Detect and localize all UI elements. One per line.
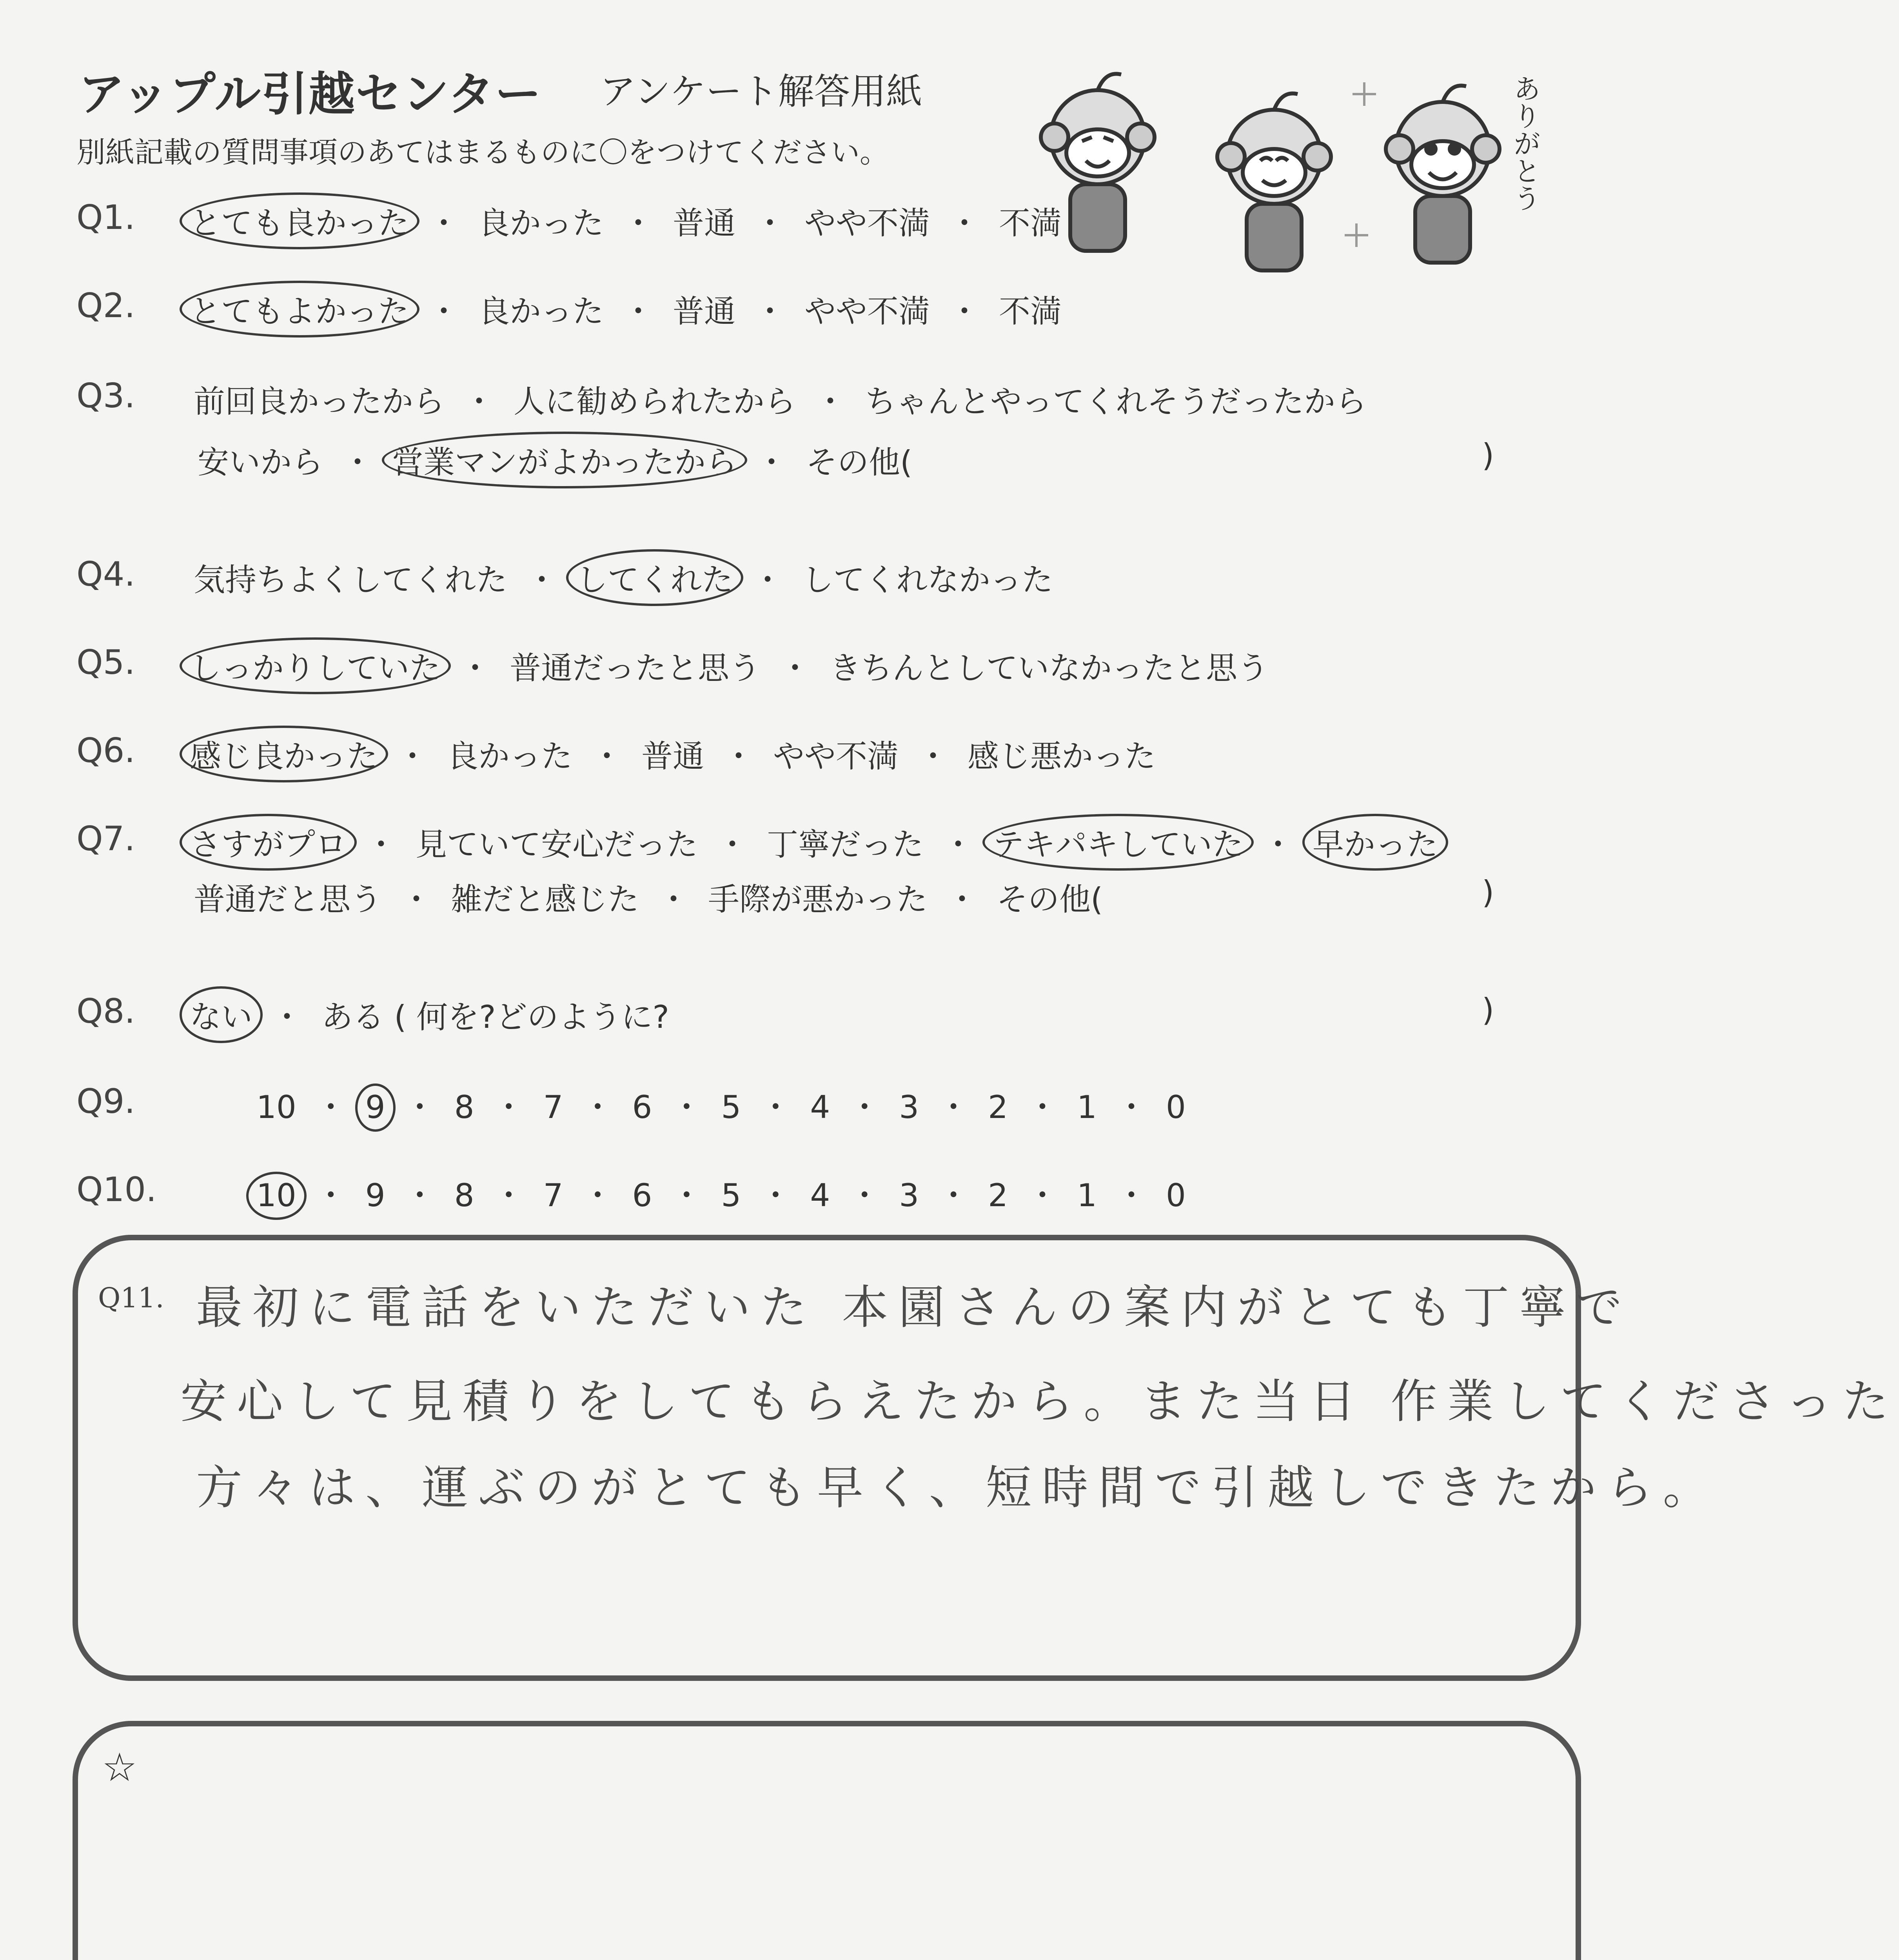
q7-options-line1: さすがプロ ・ 見ていて安心だった ・ 丁寧だった ・ テキパキしていた ・ 早かった <box>184 819 1443 864</box>
q2-options: とてもよかった ・ 良かった ・ 普通 ・ やや不満 ・ 不満 <box>184 286 1067 331</box>
q9-score-0[interactable]: 0 <box>1166 1089 1186 1125</box>
q8-option-2[interactable]: ある ( 何を?どのように? <box>321 999 669 1035</box>
q10-score-3[interactable]: 3 <box>899 1177 919 1214</box>
q7-option-6[interactable]: 普通だと思う <box>194 881 382 918</box>
q2-option-5[interactable]: 不満 <box>999 293 1062 330</box>
q9-score-7[interactable]: 7 <box>543 1089 563 1125</box>
q5-option-3[interactable]: きちんとしていなかったと思う <box>830 650 1269 686</box>
q3-options-line2: 安いから ・ 営業マンがよかったから ・ その他( <box>192 437 918 482</box>
q10-score-2[interactable]: 2 <box>988 1177 1008 1214</box>
q4-options: 気持ちよくしてくれた ・ してくれた ・ してくれなかった <box>188 555 1058 600</box>
form-subtitle: アンケート解答用紙 <box>600 71 922 113</box>
q11-line-2: 安心して見積りをしてもらえたから。また当日 作業してくださった <box>180 1374 1899 1428</box>
q10-score-9[interactable]: 9 <box>365 1177 385 1214</box>
q5-option-2[interactable]: 普通だったと思う <box>510 650 761 686</box>
form-instruction: 別紙記載の質問事項のあてはまるものに〇をつけてください。 <box>76 136 889 169</box>
q10-score-5[interactable]: 5 <box>721 1177 741 1214</box>
sparkle-icon <box>1345 82 1376 247</box>
q10-score-1[interactable]: 1 <box>1077 1177 1097 1214</box>
q2-label: Q2. <box>76 286 135 325</box>
q4-option-3[interactable]: してくれなかった <box>802 562 1053 598</box>
q8-label: Q8. <box>76 992 135 1031</box>
q1-option-4[interactable]: やや不満 <box>804 205 930 241</box>
q10-scale: 10 ・ 9 ・ 8 ・ 7 ・ 6 ・ 5 ・ 4 ・ 3 ・ 2 ・ 1 ・ 0 <box>251 1170 1191 1215</box>
q7-option-4[interactable]: テキパキしていた <box>987 819 1249 864</box>
q1-option-5[interactable]: 不満 <box>999 205 1062 241</box>
q6-option-5[interactable]: 感じ悪かった <box>968 738 1156 775</box>
q3-label: Q3. <box>76 376 135 416</box>
q7-option-7[interactable]: 雑だと感じた <box>451 881 639 918</box>
q9-score-6[interactable]: 6 <box>632 1089 652 1125</box>
q6-option-2[interactable]: 良かった <box>447 738 572 775</box>
form-title: アップル引越センター <box>78 67 542 121</box>
q4-option-1[interactable]: 気持ちよくしてくれた <box>194 562 507 598</box>
q3-option-3[interactable]: ちゃんとやってくれそうだったから <box>865 383 1367 420</box>
q2-option-2[interactable]: 良かった <box>478 293 604 330</box>
q8-close-paren: ) <box>1482 992 1494 1028</box>
q7-option-other[interactable]: その他( <box>997 881 1103 918</box>
q9-score-2[interactable]: 2 <box>988 1089 1008 1125</box>
q9-score-9[interactable]: 9 <box>360 1089 391 1125</box>
q2-option-4[interactable]: やや不満 <box>804 293 930 330</box>
q3-option-2[interactable]: 人に勧められたから <box>514 383 796 420</box>
q9-label: Q9. <box>76 1082 135 1121</box>
q2-option-3[interactable]: 普通 <box>673 293 735 330</box>
q10-score-6[interactable]: 6 <box>632 1177 652 1214</box>
star-icon: ☆ <box>102 1744 137 1790</box>
q3-option-5[interactable]: 営業マンがよかったから <box>387 437 743 482</box>
q3-close-paren: ) <box>1482 437 1494 474</box>
q6-option-3[interactable]: 普通 <box>641 738 704 775</box>
q7-option-8[interactable]: 手際が悪かった <box>708 881 928 918</box>
q5-label: Q5. <box>76 643 135 682</box>
q7-option-1[interactable]: さすがプロ <box>184 819 352 864</box>
q7-option-3[interactable]: 丁寧だった <box>767 826 924 863</box>
q10-score-10[interactable]: 10 <box>251 1177 302 1214</box>
q2-option-1[interactable]: とてもよかった <box>184 286 415 331</box>
q9-score-3[interactable]: 3 <box>899 1089 919 1125</box>
q7-label: Q7. <box>76 819 135 858</box>
q6-option-1[interactable]: 感じ良かった <box>184 731 383 776</box>
q10-score-0[interactable]: 0 <box>1166 1177 1186 1214</box>
q1-option-2[interactable]: 良かった <box>478 205 604 241</box>
q11-line-1: 最初に電話をいただいた 本園さんの案内がとても丁寧で <box>196 1280 1632 1334</box>
q7-option-2[interactable]: 見ていて安心だった <box>416 826 698 863</box>
q10-score-8[interactable]: 8 <box>454 1177 474 1214</box>
q10-score-7[interactable]: 7 <box>543 1177 563 1214</box>
q5-option-1[interactable]: しっかりしていた <box>184 643 446 688</box>
q7-option-5[interactable]: 早かった <box>1307 819 1443 864</box>
star-comment-box[interactable] <box>73 1721 1581 1960</box>
q9-score-8[interactable]: 8 <box>454 1089 474 1125</box>
mascot-caption: ありがとう <box>1509 74 1541 212</box>
q6-option-4[interactable]: やや不満 <box>773 738 899 775</box>
q9-score-4[interactable]: 4 <box>810 1089 830 1125</box>
q3-options-line1: 前回良かったから ・ 人に勧められたから ・ ちゃんとやってくれそうだったから <box>188 376 1372 421</box>
q6-options: 感じ良かった ・ 良かった ・ 普通 ・ やや不満 ・ 感じ悪かった <box>184 731 1161 776</box>
q10-score-4[interactable]: 4 <box>810 1177 830 1214</box>
q9-score-10[interactable]: 10 <box>256 1089 296 1125</box>
q8-option-1[interactable]: ない <box>184 992 258 1037</box>
mascot-illustration <box>1019 59 1568 278</box>
q9-score-5[interactable]: 5 <box>721 1089 741 1125</box>
q8-options: ない ・ ある ( 何を?どのように? <box>184 992 675 1037</box>
q1-options: とても良かった ・ 良かった ・ 普通 ・ やや不満 ・ 不満 <box>184 198 1067 243</box>
q9-scale: 10 ・ 9 ・ 8 ・ 7 ・ 6 ・ 5 ・ 4 ・ 3 ・ 2 ・ 1 ・ 0 <box>251 1082 1191 1127</box>
q1-label: Q1. <box>76 198 135 237</box>
q4-label: Q4. <box>76 555 135 594</box>
q1-option-1[interactable]: とても良かった <box>184 198 415 243</box>
q1-option-3[interactable]: 普通 <box>673 205 735 241</box>
q11-line-3: 方々は、運ぶのがとても早く、短時間で引越しできたから。 <box>196 1461 1719 1515</box>
monkey-3-icon <box>1386 85 1500 263</box>
q11-label: Q11. <box>98 1282 164 1314</box>
q7-options-line2: 普通だと思う ・ 雑だと感じた ・ 手際が悪かった ・ その他( <box>188 874 1108 919</box>
q9-score-1[interactable]: 1 <box>1077 1089 1097 1125</box>
q4-option-2[interactable]: してくれた <box>571 555 739 600</box>
q6-label: Q6. <box>76 731 135 770</box>
q10-label: Q10. <box>76 1170 157 1209</box>
q5-options: しっかりしていた ・ 普通だったと思う ・ きちんとしていなかったと思う <box>184 643 1274 688</box>
q3-option-4[interactable]: 安いから <box>198 444 323 481</box>
q7-close-paren: ) <box>1482 874 1494 911</box>
q3-option-other[interactable]: その他( <box>806 444 913 481</box>
monkey-2-icon <box>1217 93 1331 270</box>
q3-option-1[interactable]: 前回良かったから <box>194 383 445 420</box>
